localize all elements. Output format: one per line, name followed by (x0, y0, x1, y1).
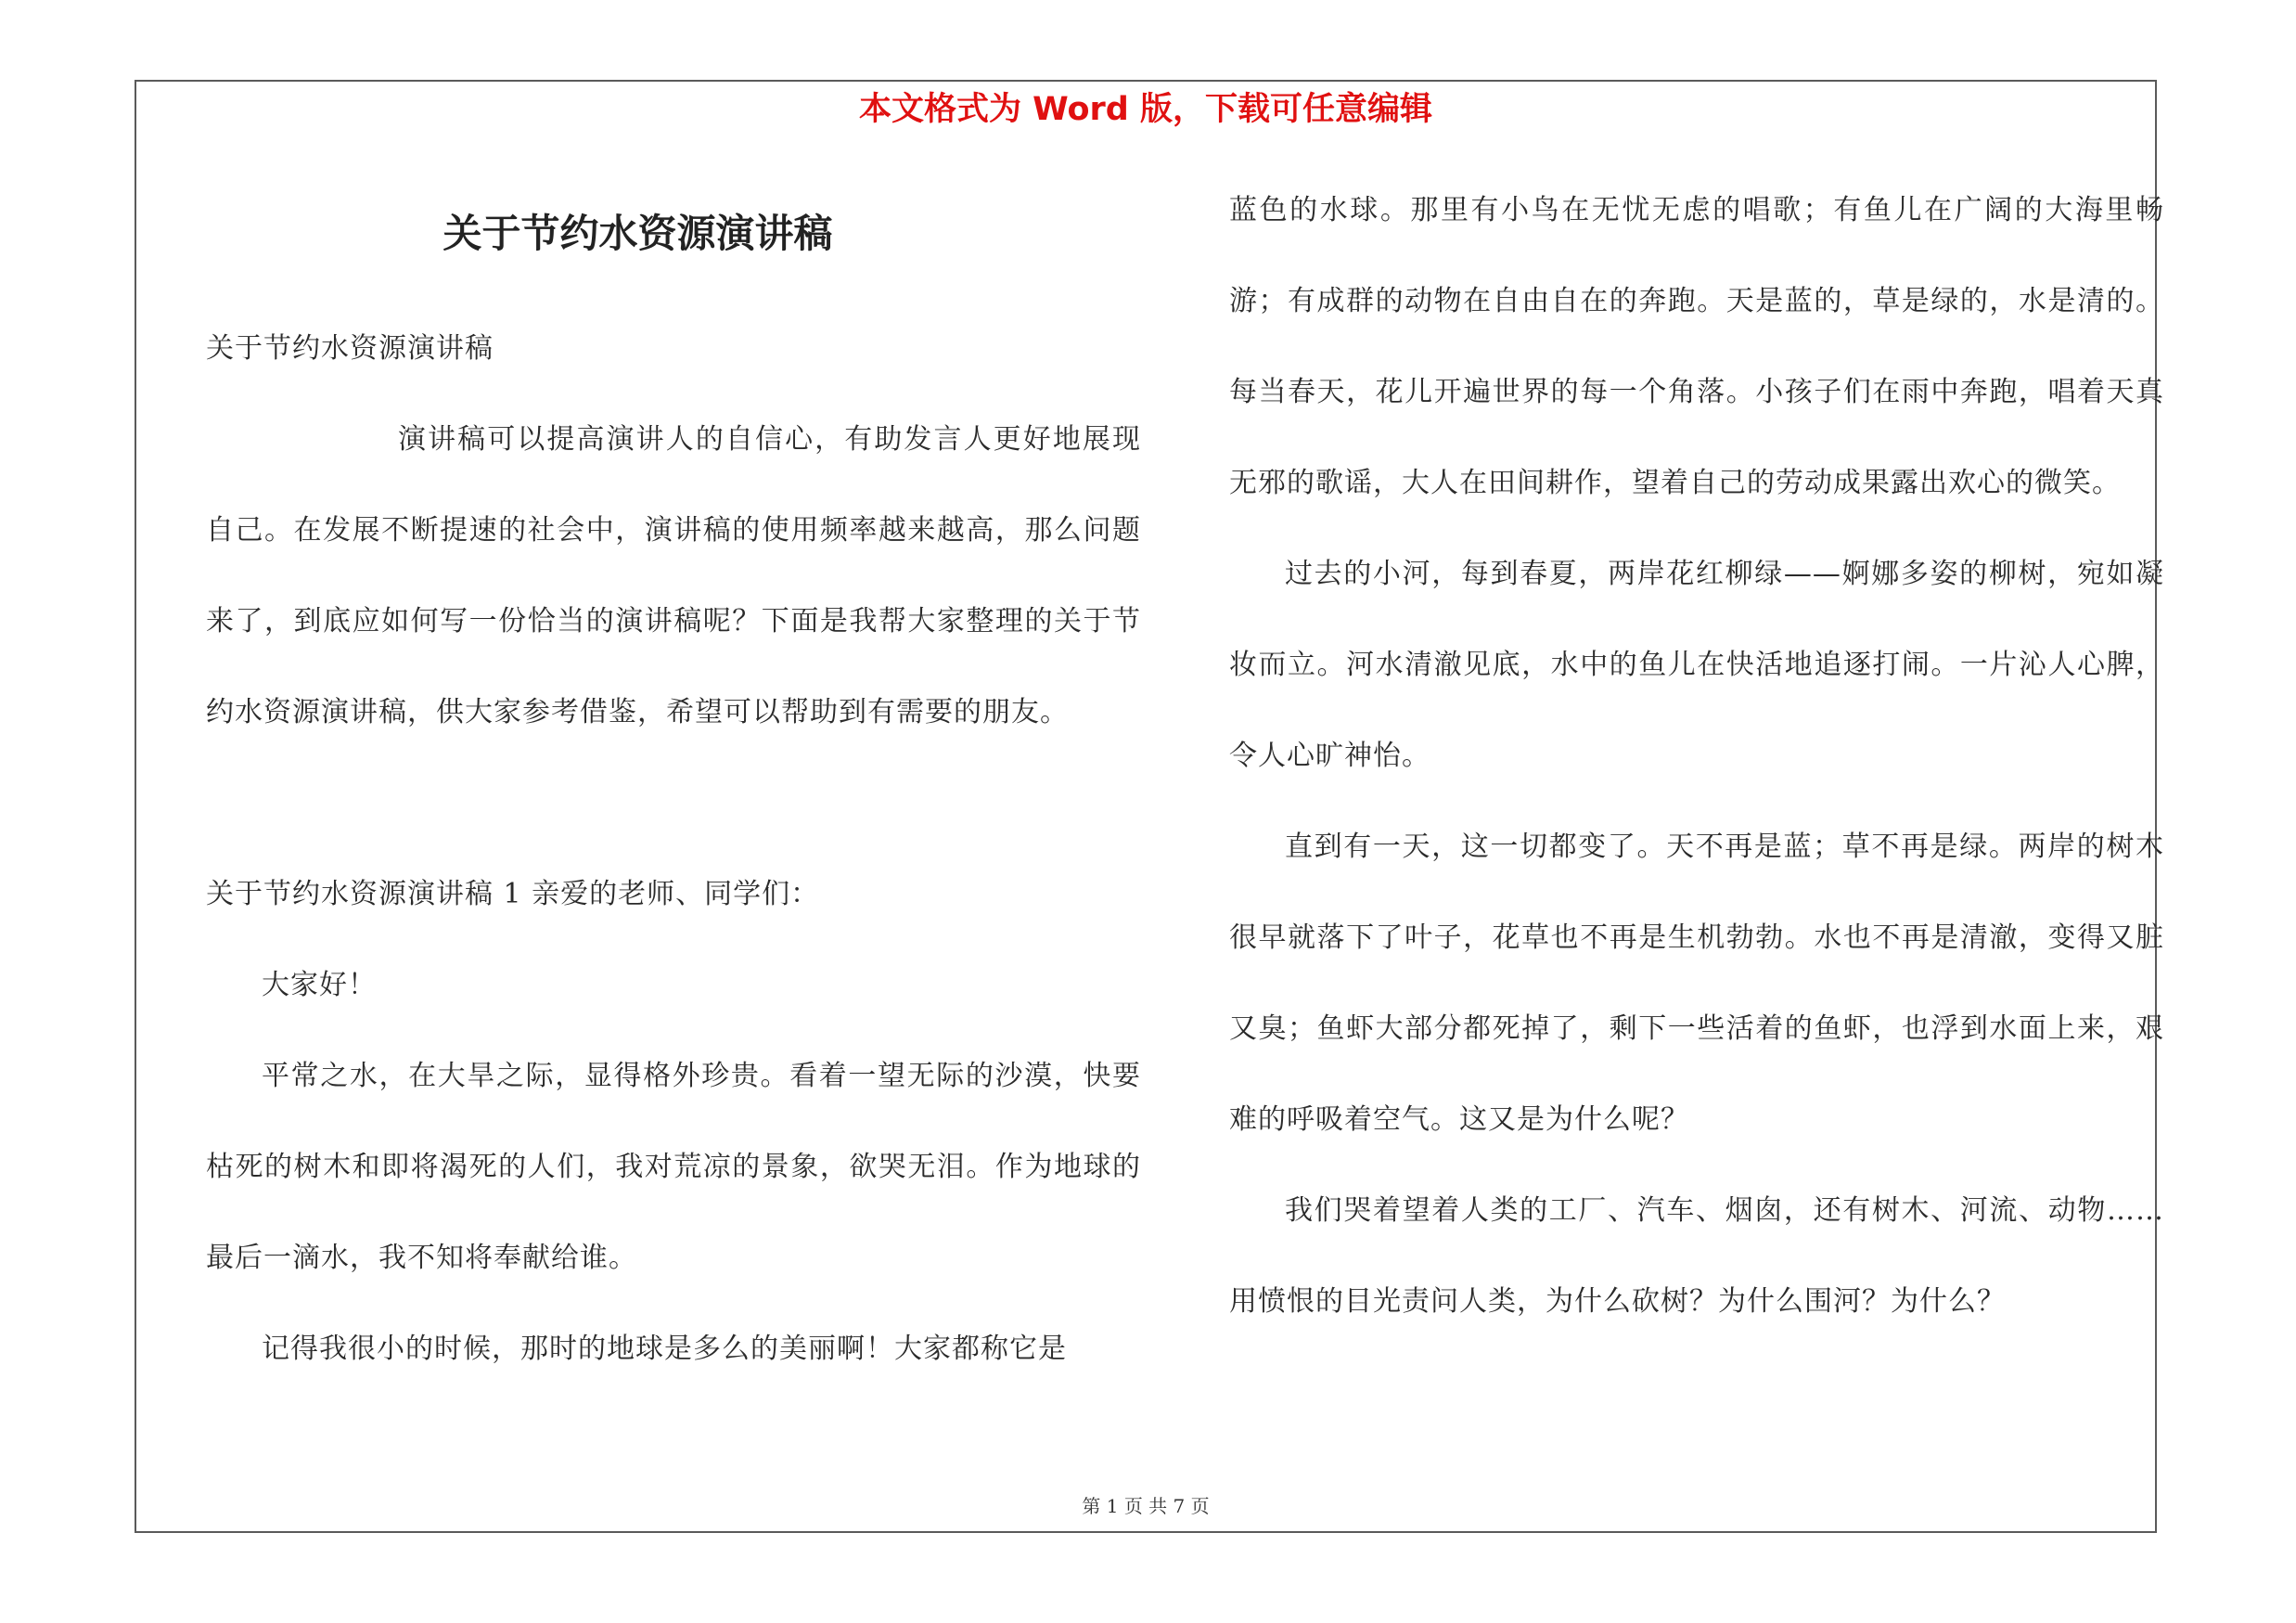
body-paragraph-1: 平常之水，在大旱之际，显得格外珍贵。看着一望无际的沙漠，快要枯死的树木和即将渴死的人们，我对荒凉的景象，欲哭无泪。作为地球的最后一滴水，我不知将奉献给谁。 (206, 1060, 1141, 1274)
greeting-paragraph: 大家好！ (262, 969, 377, 1001)
body-paragraph-2: 记得我很小的时候，那时的地球是多么的美丽啊！大家都称它是 (262, 1333, 1067, 1365)
body-paragraph-5: 我们哭着望着人类的工厂、汽车、烟囱，还有树木、河流、动物……用愤恨的目光责问人类，为什么砍树？为什么围河？为什么？ (1229, 1194, 2164, 1318)
body-paragraph-4: 直到有一天，这一切都变了。天不再是蓝；草不再是绿。两岸的树木很早就落下了叶子，花草也不再是生机勃勃。水也不再是清澈，变得又脏又臭；鱼虾大部分都死掉了，剩下一些活着的鱼虾，也浮到水面上来，艰难的呼吸着空气。这又是为什么呢？ (1229, 831, 2164, 1136)
body-paragraph-3: 过去的小河，每到春夏，两岸花红柳绿——婀娜多姿的柳树，宛如凝妆而立。河水清澈见底，水中的鱼儿在快活地追逐打闹。一片沁人心脾，令人心旷神怡。 (1229, 558, 2164, 772)
word-format-banner: 本文格式为 Word 版，下载可任意编辑 (858, 91, 1433, 128)
document-title: 关于节约水资源演讲稿 (443, 211, 833, 256)
right-column (1229, 165, 2164, 1347)
speech-heading: 关于节约水资源演讲稿 1 亲爱的老师、同学们： (206, 878, 820, 910)
subtitle-paragraph: 关于节约水资源演讲稿 (206, 332, 494, 365)
paragraph-gap (206, 758, 1141, 849)
page-number: 第 1 页 共 7 页 (1082, 1495, 1210, 1517)
body-paragraph-continued: 蓝色的水球。那里有小鸟在无忧无虑的唱歌；有鱼儿在广阔的大海里畅游；有成群的动物在自由自在的奔跑。天是蓝的，草是绿的，水是清的。每当春天，花儿开遍世界的每一个角落。小孩子们在雨中奔跑，唱着天真无邪的歌谣，大人在田间耕作，望着自己的劳动成果露出欢心的微笑。 (1229, 194, 2164, 499)
intro-paragraph: 演讲稿可以提高演讲人的自信心，有助发言人更好地展现自己。在发展不断提速的社会中，演讲稿的使用频率越来越高，那么问题来了，到底应如何写一份恰当的演讲稿呢？下面是我帮大家整理的关于节约水资源演讲稿，供大家参考借鉴，希望可以帮助到有需要的朋友。 (206, 423, 1141, 728)
left-column (206, 303, 1141, 1395)
